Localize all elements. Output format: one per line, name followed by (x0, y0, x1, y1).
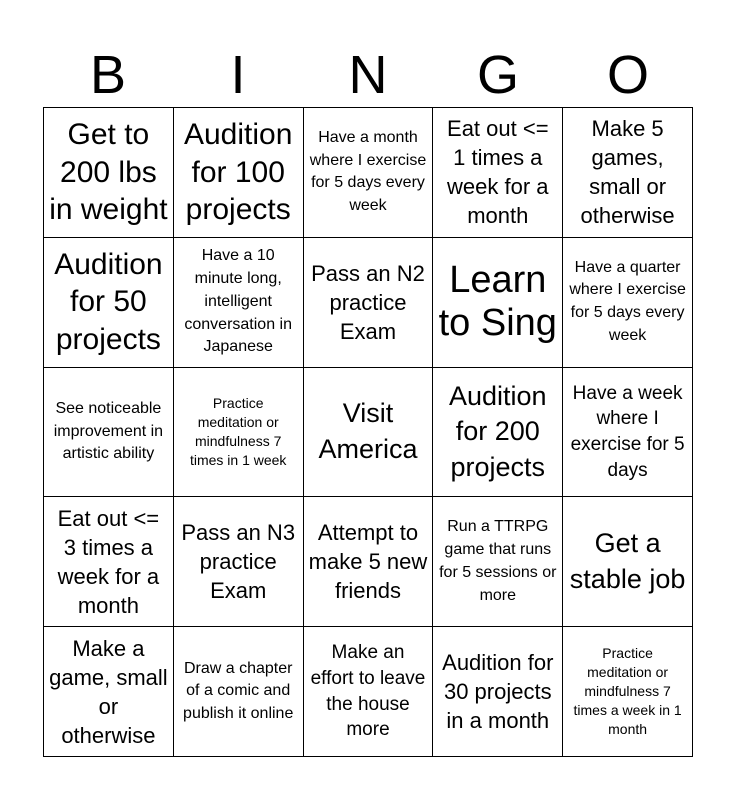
bingo-cell-r1-c2[interactable] (174, 108, 304, 238)
header-letter-o: O (606, 45, 649, 105)
bingo-cell-r5-c5[interactable] (563, 627, 693, 757)
bingo-cell-r2-c2[interactable] (174, 238, 304, 368)
bingo-cell-r5-c3[interactable] (304, 627, 434, 757)
bingo-cell-r2-c3[interactable] (304, 238, 434, 368)
bingo-cell-text: Get a stable job (569, 528, 686, 594)
bingo-cell-text: Pass an N2 practice Exam (311, 260, 425, 344)
bingo-cell-text: Make an effort to leave the house more (310, 642, 426, 741)
bingo-cell-text: Audition for 50 projects (54, 247, 163, 356)
bingo-cell-r5-c2[interactable] (174, 627, 304, 757)
bingo-cell-text: Eat out <= 3 times a week for a month (57, 505, 160, 618)
bingo-cell-text: Get to 200 lbs in weight (49, 118, 168, 227)
bingo-cell-r2-c1[interactable] (44, 238, 174, 368)
bingo-cell-r1-c3[interactable] (304, 108, 434, 238)
header-letter-i: I (230, 45, 246, 105)
bingo-cell-r5-c1[interactable] (44, 627, 174, 757)
bingo-cell-r4-c3[interactable] (304, 497, 434, 627)
bingo-cell-text: Audition for 200 projects (449, 380, 547, 482)
bingo-cell-r2-c4[interactable] (433, 238, 563, 368)
bingo-cell-text: Learn to Sing (438, 258, 557, 345)
bingo-cell-text: Have a quarter where I exercise for 5 days every week (569, 258, 686, 344)
bingo-cell-r2-c5[interactable] (563, 238, 693, 368)
bingo-cell-r1-c1[interactable] (44, 108, 174, 238)
bingo-cell-text: See noticeable improvement in artistic ability (53, 399, 164, 463)
bingo-cell-text: Practice meditation or mindfulness 7 times a week in 1 month (573, 645, 682, 738)
bingo-cell-r3-c2[interactable] (174, 368, 304, 498)
bingo-cell-text: Run a TTRPG game that runs for 5 sessions or more (439, 518, 557, 604)
bingo-cell-r5-c4[interactable] (433, 627, 563, 757)
bingo-cell-r3-c1[interactable] (44, 368, 174, 498)
bingo-cell-text: Audition for 100 projects (183, 118, 293, 227)
header-letter-n: N (348, 45, 388, 105)
bingo-cell-text: Practice meditation or mindfulness 7 times in 1 week (189, 394, 287, 469)
bingo-cell-text: Audition for 30 projects in a month (442, 650, 554, 734)
bingo-cell-text: Draw a chapter of a comic and publish it online (183, 659, 294, 722)
bingo-cell-text: Have a week where I exercise for 5 days (570, 382, 685, 481)
bingo-cell-text: Eat out <= 1 times a week for a month (447, 116, 549, 229)
bingo-cell-r4-c5[interactable] (563, 497, 693, 627)
bingo-cell-r4-c4[interactable] (433, 497, 563, 627)
bingo-cell-text: Make a game, small or otherwise (49, 635, 168, 748)
bingo-cell-r4-c2[interactable] (174, 497, 304, 627)
bingo-header (43, 44, 693, 106)
bingo-cell-r4-c1[interactable] (44, 497, 174, 627)
bingo-board (43, 107, 693, 757)
bingo-cell-r3-c3[interactable] (304, 368, 434, 498)
bingo-cell-r1-c4[interactable] (433, 108, 563, 238)
bingo-cell-r3-c5[interactable] (563, 368, 693, 498)
bingo-cell-text: Make 5 games, small or otherwise (580, 116, 675, 229)
bingo-cell-text: Have a month where I exercise for 5 days every week (309, 128, 427, 215)
bingo-cell-r3-c4[interactable] (433, 368, 563, 498)
bingo-cell-text: Visit America (318, 398, 418, 464)
bingo-cell-r1-c5[interactable] (563, 108, 693, 238)
bingo-cell-text: Pass an N3 practice Exam (181, 520, 296, 604)
header-letter-g: G (476, 45, 519, 105)
bingo-cell-text: Have a 10 minute long, intelligent conversation in Japanese (184, 247, 292, 356)
bingo-cell-text: Attempt to make 5 new friends (308, 520, 428, 604)
header-letter-b: B (89, 45, 127, 105)
